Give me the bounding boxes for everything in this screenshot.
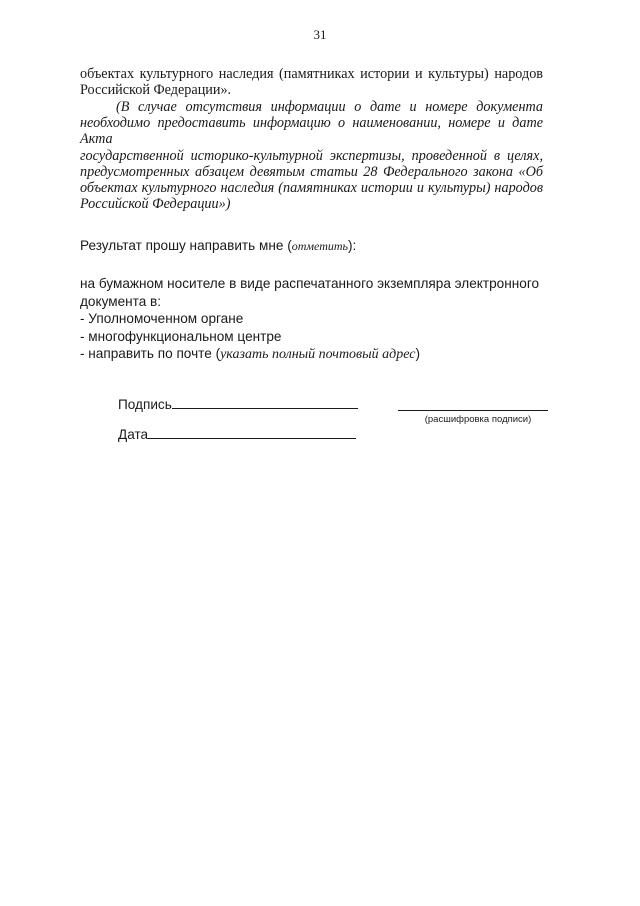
signature-field[interactable] [172, 396, 358, 409]
signature-decode-caption: (расшифровка подписи) [424, 414, 532, 425]
note-line: государственной историко-культурной экспертизы, проведенной в целях, [80, 147, 543, 164]
delivery-option-authorized-body: - Уполномоченном органе [80, 311, 244, 327]
result-request-prefix: Результат прошу направить мне ( [80, 238, 292, 253]
result-request [80, 238, 543, 254]
post-hint: указать полный почтовый адрес [220, 347, 416, 363]
missing-info-note [80, 99, 543, 212]
delivery-option-mfc: - многофункциональном центре [80, 328, 282, 344]
page-number: 31 [313, 27, 327, 42]
result-request-hint: отметить [291, 239, 349, 253]
note-line: необходимо предоставить информацию о наименовании, номере и дате Акта [80, 115, 543, 148]
signature-label: Подпись [118, 397, 172, 412]
signature-decode-field[interactable] [398, 410, 548, 411]
note-line: (В случае отсутствия информации о дате и номере документа [116, 99, 543, 115]
result-request-suffix: ): [348, 238, 357, 253]
post-suffix: ) [415, 346, 420, 362]
date-label: Дата [118, 427, 149, 442]
post-prefix: - направить по почте ( [80, 346, 221, 362]
note-line: объектах культурного наследия (памятниках истории и культуры) народов [80, 180, 543, 197]
delivery-line: документа в: [80, 293, 162, 309]
signature-row [118, 396, 358, 412]
paragraph-line: объектах культурного наследия (памятниках истории и культуры) народов [80, 66, 543, 82]
delivery-option-post [80, 345, 543, 364]
note-line: предусмотренных абзацем девятым статьи 28 Федерального закона «Об [80, 163, 543, 180]
delivery-options [80, 275, 543, 364]
date-field[interactable] [148, 426, 356, 439]
date-row [118, 426, 356, 442]
delivery-line: на бумажном носителе в виде распечатанного экземпляра электронного [80, 276, 540, 291]
note-line: Российской Федерации») [80, 196, 231, 213]
legal-reference-paragraph [80, 66, 543, 98]
paragraph-line: Российской Федерации». [80, 82, 232, 99]
